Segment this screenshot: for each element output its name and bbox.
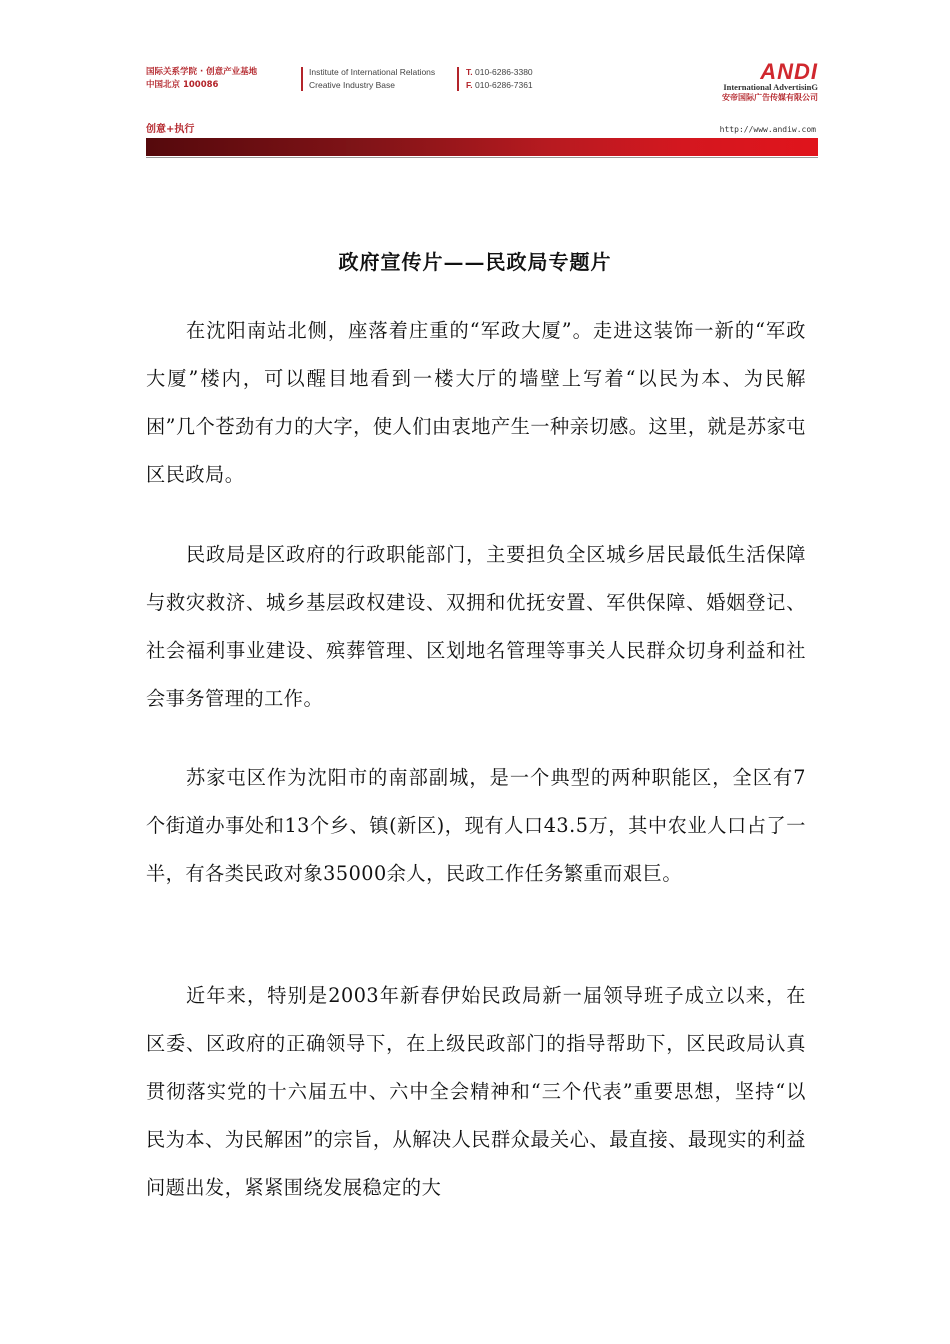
logo-english-name: International AdvertisinG xyxy=(723,82,818,92)
org-chinese-name: 国际关系学院 · 创意产业基地 xyxy=(146,67,258,77)
header-divider xyxy=(301,67,303,91)
document-title: 政府宣传片——民政局专题片 xyxy=(338,250,612,274)
telephone: T. 010-6286-3380 xyxy=(466,67,533,77)
fax: F. 010-6286-7361 xyxy=(466,80,533,90)
org-english-subname: Creative Industry Base xyxy=(309,80,395,90)
org-chinese-address xyxy=(146,66,257,92)
org-english-address xyxy=(309,66,435,92)
letterhead xyxy=(0,0,950,170)
website-url: http://www.andiw.com xyxy=(719,125,816,134)
paragraph: 民政局是区政府的行政职能部门，主要担负全区城乡居民最低生活保障与救灾救济、城乡基层政权建设、双拥和优抚安置、军供保障、婚姻登记、社会福利事业建设、殡葬管理、区划地名管理等事关人民群众切身利益和社会事务管理的工作。 xyxy=(146,543,806,710)
org-english-name: Institute of International Relations xyxy=(309,67,436,77)
header-rule xyxy=(146,157,818,158)
header-color-band-dark xyxy=(146,138,346,156)
org-chinese-city: 中国北京 100086 xyxy=(146,80,219,90)
contact-info xyxy=(466,66,533,92)
company-logo xyxy=(678,59,818,103)
paragraph: 在沈阳南站北侧，座落着庄重的“军政大厦”。走进这装饰一新的“军政大厦”楼内，可以醒目地看到一楼大厅的墙壁上写着“以民为本、为民解困”几个苍劲有力的大字，使人们由衷地产生一种亲切感。这里，就是苏家屯区民政局。 xyxy=(146,319,806,486)
logo-chinese-name: 安帝国际广告传媒有限公司 xyxy=(722,93,818,102)
paragraph: 近年来，特别是2003年新春伊始民政局新一届领导班子成立以来，在区委、区政府的正确领导下，在上级民政部门的指导帮助下，区民政局认真贯彻落实党的十六届五中、六中全会精神和“三个代表”重要思想，坚持“以民为本、为民解困”的宗旨，从解决人民群众最关心、最直接、最现实的利益问题出发，紧紧围绕发展稳定的大 xyxy=(146,984,806,1199)
paragraph: 苏家屯区作为沈阳市的南部副城，是一个典型的两种职能区，全区有7个街道办事处和13个乡、镇(新区)，现有人口43.5万，其中农业人口占了一半，有各类民政对象35000余人，民政工作任务繁重而艰巨。 xyxy=(146,766,806,885)
logo-wordmark: ANDI xyxy=(760,59,818,84)
slogan: 创意+执行 xyxy=(146,124,195,135)
header-divider xyxy=(457,67,459,91)
